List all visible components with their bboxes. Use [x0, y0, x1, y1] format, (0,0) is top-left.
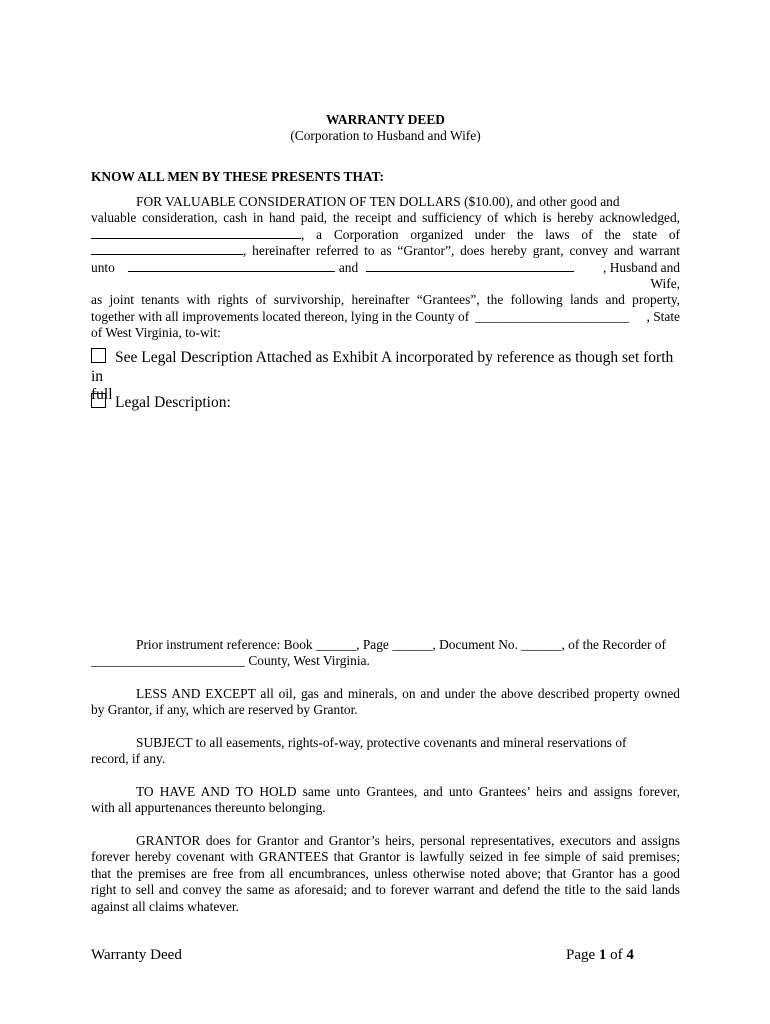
para1-line — [91, 227, 680, 243]
grantor-state-blank[interactable] — [91, 243, 243, 255]
para1-line — [91, 260, 680, 293]
page-total: 4 — [626, 947, 634, 963]
exhibit-a-label: See Legal Description Attached as Exhibit A incorporated by reference as though set forth in — [91, 349, 674, 385]
document-title: WARRANTY DEED — [326, 112, 445, 127]
legal-description-checkbox[interactable] — [91, 393, 106, 408]
para1-line — [91, 309, 680, 325]
covenant-line: forever hereby covenant with GRANTEES that Grantor is lawfully seized in fee simple of said premises; — [91, 849, 680, 865]
para1-text: , State — [646, 308, 680, 324]
exhibit-a-label-cont: full — [91, 386, 113, 403]
document-subtitle: (Corporation to Husband and Wife) — [290, 128, 481, 143]
page-label: Page — [566, 947, 596, 963]
subject-to-paragraph — [91, 735, 680, 768]
para1-line: as joint tenants with rights of survivorship, hereinafter “Grantees”, the following lands and property, — [91, 292, 680, 308]
para1-line: FOR VALUABLE CONSIDERATION OF TEN DOLLARS ($10.00), and other good and — [136, 194, 620, 209]
footer-document-name: Warranty Deed — [91, 947, 182, 963]
para1-line: of West Virginia, to-wit: — [91, 325, 221, 341]
prior-line: _______________________ County, West Virginia. — [91, 653, 370, 669]
county-blank[interactable]: _______________________ — [475, 308, 630, 324]
subject-line: record, if any. — [91, 751, 166, 767]
know-all-men-heading: KNOW ALL MEN BY THESE PRESENTS THAT: — [91, 169, 384, 184]
para1-line: valuable consideration, cash in hand paid, the receipt and sufficiency of which is hereby acknowledged, — [91, 210, 680, 226]
exhibit-a-checkbox[interactable] — [91, 348, 106, 363]
prior-line: Prior instrument reference: Book ______, Page ______, Document No. ______, of the Recorder of — [136, 637, 666, 652]
para1-text: together with all improvements located thereon, lying in the County of — [91, 308, 470, 324]
para1-text: , hereinafter referred to as “Grantor”, does hereby grant, convey and warrant — [243, 243, 680, 259]
covenant-line: GRANTOR does for Grantor and Grantor’s heirs, personal representatives, executors and assigns — [136, 833, 680, 848]
less-line: LESS AND EXCEPT all oil, gas and minerals, on and under the above described property owned — [136, 686, 680, 701]
para1-text: unto — [91, 259, 115, 275]
legal-description-label: Legal Description: — [115, 394, 231, 411]
grantor-covenant-paragraph — [91, 833, 680, 915]
page-of: of — [610, 947, 623, 963]
para1-text: , Husband and Wife, — [603, 259, 680, 292]
to-have-and-hold-paragraph — [91, 784, 680, 817]
footer-page-number — [566, 947, 634, 964]
covenant-line: that the premises are free from all encumbrances, unless otherwise noted above; that Grantor has a good — [91, 865, 680, 881]
grantor-name-blank[interactable] — [91, 227, 301, 239]
legal-description-option[interactable] — [91, 393, 681, 413]
subject-line: SUBJECT to all easements, rights-of-way, protective covenants and mineral reservations of — [136, 735, 627, 750]
prior-instrument-paragraph — [91, 637, 680, 670]
grantee1-name-blank[interactable] — [128, 260, 335, 272]
less-line: by Grantor, if any, which are reserved by Grantor. — [91, 702, 358, 718]
have-line: TO HAVE AND TO HOLD same unto Grantees, and unto Grantees’ heirs and assigns forever, — [136, 784, 680, 799]
para1-text: and — [338, 259, 359, 275]
less-and-except-paragraph — [91, 686, 680, 719]
covenant-line: against all claims whatever. — [91, 898, 239, 914]
page-current: 1 — [598, 947, 607, 963]
para1-line — [91, 243, 680, 259]
have-line: with all appurtenances thereunto belonging. — [91, 800, 326, 816]
para1-text: , a Corporation organized under the laws of the state of — [301, 226, 680, 242]
covenant-line: right to sell and convey the same as aforesaid; and to forever warrant and defend the title to the said lands — [91, 882, 680, 898]
grantee2-name-blank[interactable] — [366, 260, 574, 272]
consideration-paragraph — [91, 194, 680, 342]
